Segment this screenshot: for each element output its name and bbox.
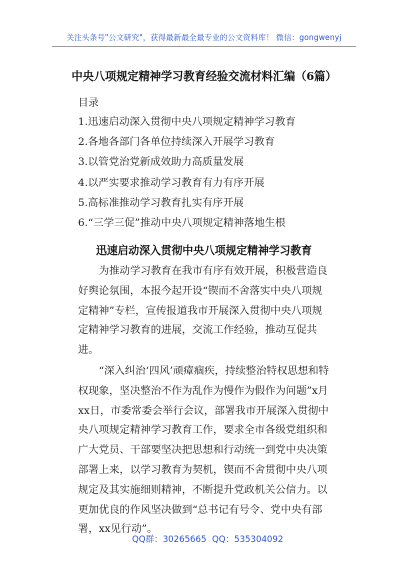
toc-item: 6.“三学三促”推动中央八项规定精神落地生根 [78, 216, 286, 229]
paragraph-text: “深入纠治‘四风’顽瘴痼疾，持续整治特权思想和特权现象，坚决整治不作为乱作为慢作为假作为问题”x月xx日，市委常委会举行会议，部署我市开展深入贯彻中央八项规定精神学习教育工作，要求全市各级党组织和广大党员、干部要坚决把思想和行动统一到党中央决策部署上来，以学习教育为契机，锲而不舍贯彻中央八项规定及其实施细则精神，不断提升党政机关公信力。以更加优良的作风坚决做到“总书记有号令、党中央有部署，xx见行动”。 [78, 365, 329, 536]
toc-item: 3.以管党治党新成效助力高质量发展 [78, 156, 244, 169]
table-of-contents [78, 112, 296, 233]
document-title: 中央八项规定精神学习教育经验交流材料汇编（6篇） [71, 69, 337, 83]
body-paragraph [78, 362, 330, 540]
qq-number: QQ：535304092 [212, 535, 284, 545]
toc-heading: 目录 [78, 97, 99, 109]
header-divider [52, 46, 356, 47]
header-note: 关注头条号"公文研究"，获得最新最全最专业的公文资料库！ 微信：gongwenyj [66, 33, 342, 42]
paragraph-text: 为推动学习教育在我市有序有效开展，积极营造良好舆论氛围，本报今起开设“锲而不舍落实中央八项规定精神”专栏，宣传报道我市开展深入贯彻中央八项规定精神学习教育的进展，交流工作经验，推动互促共进。 [78, 265, 328, 357]
qq-group-number: QQ群：30265665 [132, 535, 207, 545]
toc-item: 1.迅速启动深入贯彻中央八项规定精神学习教育 [78, 116, 296, 128]
toc-item: 2.各地各部门各单位持续深入开展学习教育 [78, 136, 275, 149]
toc-item: 4.以严实要求推动学习教育有力有序开展 [78, 176, 265, 189]
body-paragraph [78, 262, 330, 361]
section-title: 迅速启动深入贯彻中央八项规定精神学习教育 [96, 244, 312, 257]
toc-item: 5.高标准推动学习教育扎实有序开展 [78, 196, 244, 209]
